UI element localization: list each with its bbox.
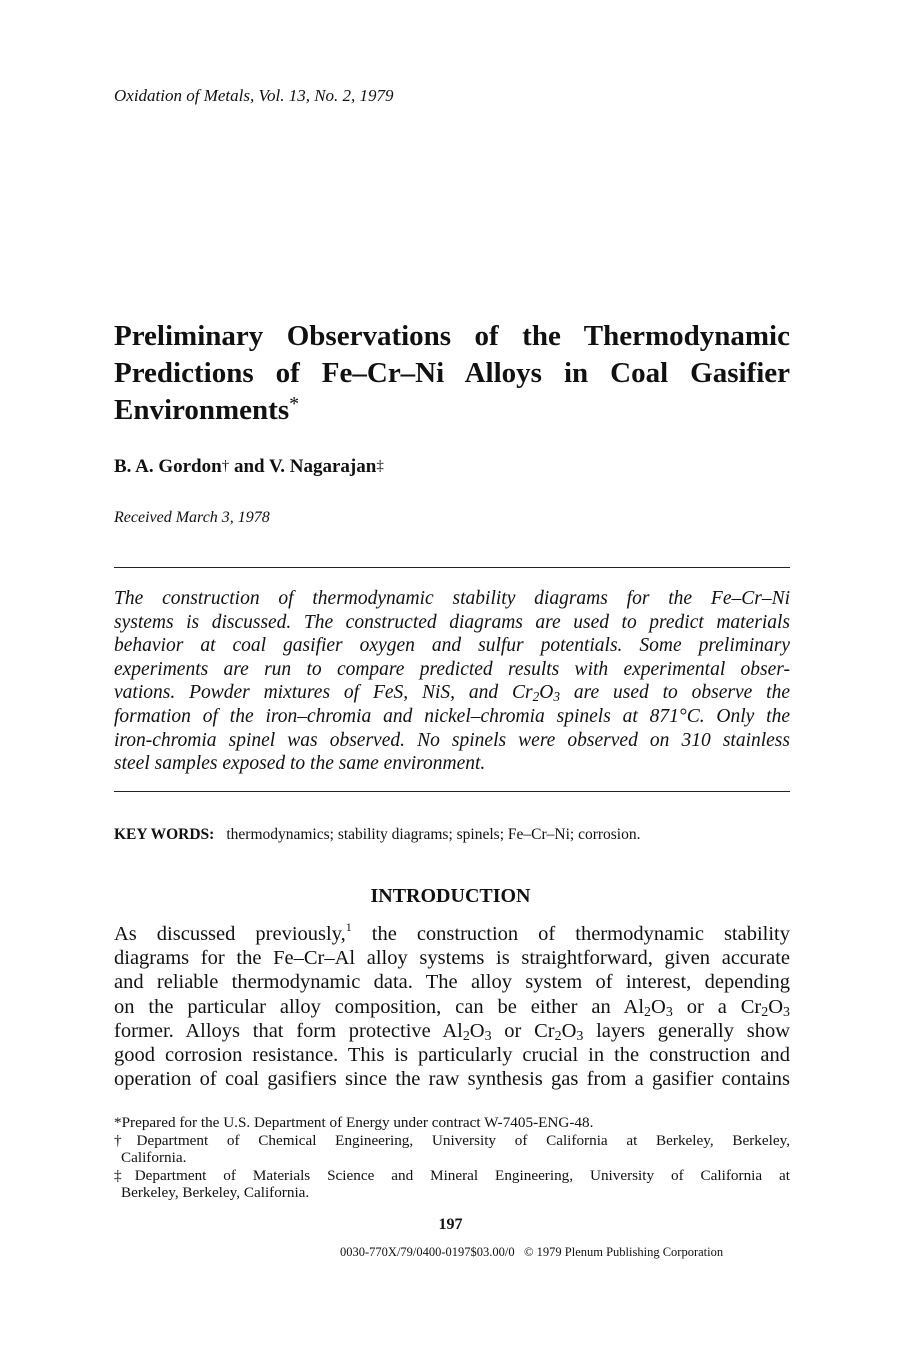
subscript: 3 [783,1004,790,1020]
title-footnote-mark: * [289,393,300,415]
author-1: B. A. Gordon [114,456,222,477]
body-text-part: on the particular alloy composition, can be either an Al [114,995,645,1018]
body-text-part: former. Alloys that form protective Al [114,1019,463,1042]
abstract-line: formation of the iron–chromia and nickel–chromia spinels at 871°C. Only the [114,705,790,727]
body-text-part: O [561,1019,577,1042]
abstract-line: iron-chromia spinel was observed. No spinels were observed on 310 stainless [114,729,790,751]
body-text-part: or Cr [491,1019,555,1042]
footnotes [114,1114,790,1202]
body-line [114,922,790,946]
body-text-part: O [768,995,784,1018]
abstract-line: systems is discussed. The constructed diagrams are used to predict materials [114,611,790,633]
body-text-part: As discussed previously, [114,923,346,945]
abstract-line: behavior at coal gasifier oxygen and sulfur potentials. Some preliminary [114,635,790,657]
subscript: 2 [761,1004,769,1020]
body-text-part: the construction of thermodynamic stability [351,923,790,945]
subscript: 3 [553,689,560,705]
body-text-part: O [651,995,666,1018]
abstract-top-rule [114,567,790,568]
footnote-author-2-cont: Berkeley, Berkeley, California. [121,1184,310,1202]
author-2: V. Nagarajan [269,456,377,477]
section-heading: INTRODUCTION [370,885,531,907]
subscript: 3 [484,1028,492,1044]
subscript: 2 [462,1028,470,1044]
author-1-mark: † [221,458,230,474]
subscript: 2 [532,689,540,705]
abstract-text: vations. Powder mixtures of FeS, NiS, and Cr [114,682,533,704]
body-line: good corrosion resistance. This is particularly crucial in the construction and [114,1044,790,1067]
authors [114,456,384,478]
page-number: 197 [438,1216,463,1233]
abstract-line: steel samples exposed to the same environment. [114,753,486,775]
subscript: 2 [554,1028,562,1044]
title-line-2: Predictions of Fe–Cr–Ni Alloys in Coal Gasifier [114,357,790,389]
abstract-text: are used to observe the [559,682,790,704]
abstract-line [114,681,790,705]
body-text-part: or a Cr [672,995,762,1018]
received-date: Received March 3, 1978 [114,509,270,526]
body-text-part: layers generally show [583,1019,790,1042]
reference-superscript: 1 [345,920,352,934]
abstract-line: The construction of thermodynamic stability diagrams for the Fe–Cr–Ni [114,588,790,609]
footnote-author-1-cont: California. [121,1149,187,1167]
body-line: diagrams for the Fe–Cr–Al alloy systems is straightforward, given accurate [114,947,790,970]
abstract-line: experiments are run to compare predicted results with experimental obser- [114,658,790,680]
abstract-bottom-rule [114,791,790,792]
keywords [114,826,640,844]
body-text [114,922,790,1091]
subscript: 2 [644,1004,652,1020]
subscript: 3 [665,1004,673,1020]
keywords-label: KEY WORDS: [114,826,215,843]
footnote-author-1: †Department of Chemical Engineering, University of California at Berkeley, Berkeley, [114,1131,790,1149]
body-line [114,995,790,1019]
journal-header: Oxidation of Metals, Vol. 13, No. 2, 1979 [114,86,394,105]
title-line-3 [114,392,790,429]
title-line-3-text: Environments [114,394,290,426]
paper-title [114,318,790,429]
subscript: 3 [576,1028,584,1044]
footnote-author-2: ‡Department of Materials Science and Mineral Engineering, University of California at [114,1166,790,1184]
body-line: operation of coal gasifiers since the raw synthesis gas from a gasifier contains [114,1068,790,1091]
author-2-mark: ‡ [376,458,384,474]
abstract-text: O [539,682,554,704]
footnote-funding: *Prepared for the U.S. Department of Energy under contract W-7405-ENG-48. [114,1114,594,1131]
body-line [114,1019,790,1043]
author-conjunction: and [229,456,269,477]
title-line-1: Preliminary Observations of the Thermodynamic [114,320,790,352]
body-line: and reliable thermodynamic data. The alloy system of interest, depending [114,971,790,994]
abstract [114,587,790,776]
body-text-part: O [469,1019,485,1042]
copyright-line: 0030-770X/79/0400-0197$03.00/0 © 1979 Plenum Publishing Corporation [340,1245,724,1259]
keywords-text: thermodynamics; stability diagrams; spinels; Fe–Cr–Ni; corrosion. [226,826,641,843]
